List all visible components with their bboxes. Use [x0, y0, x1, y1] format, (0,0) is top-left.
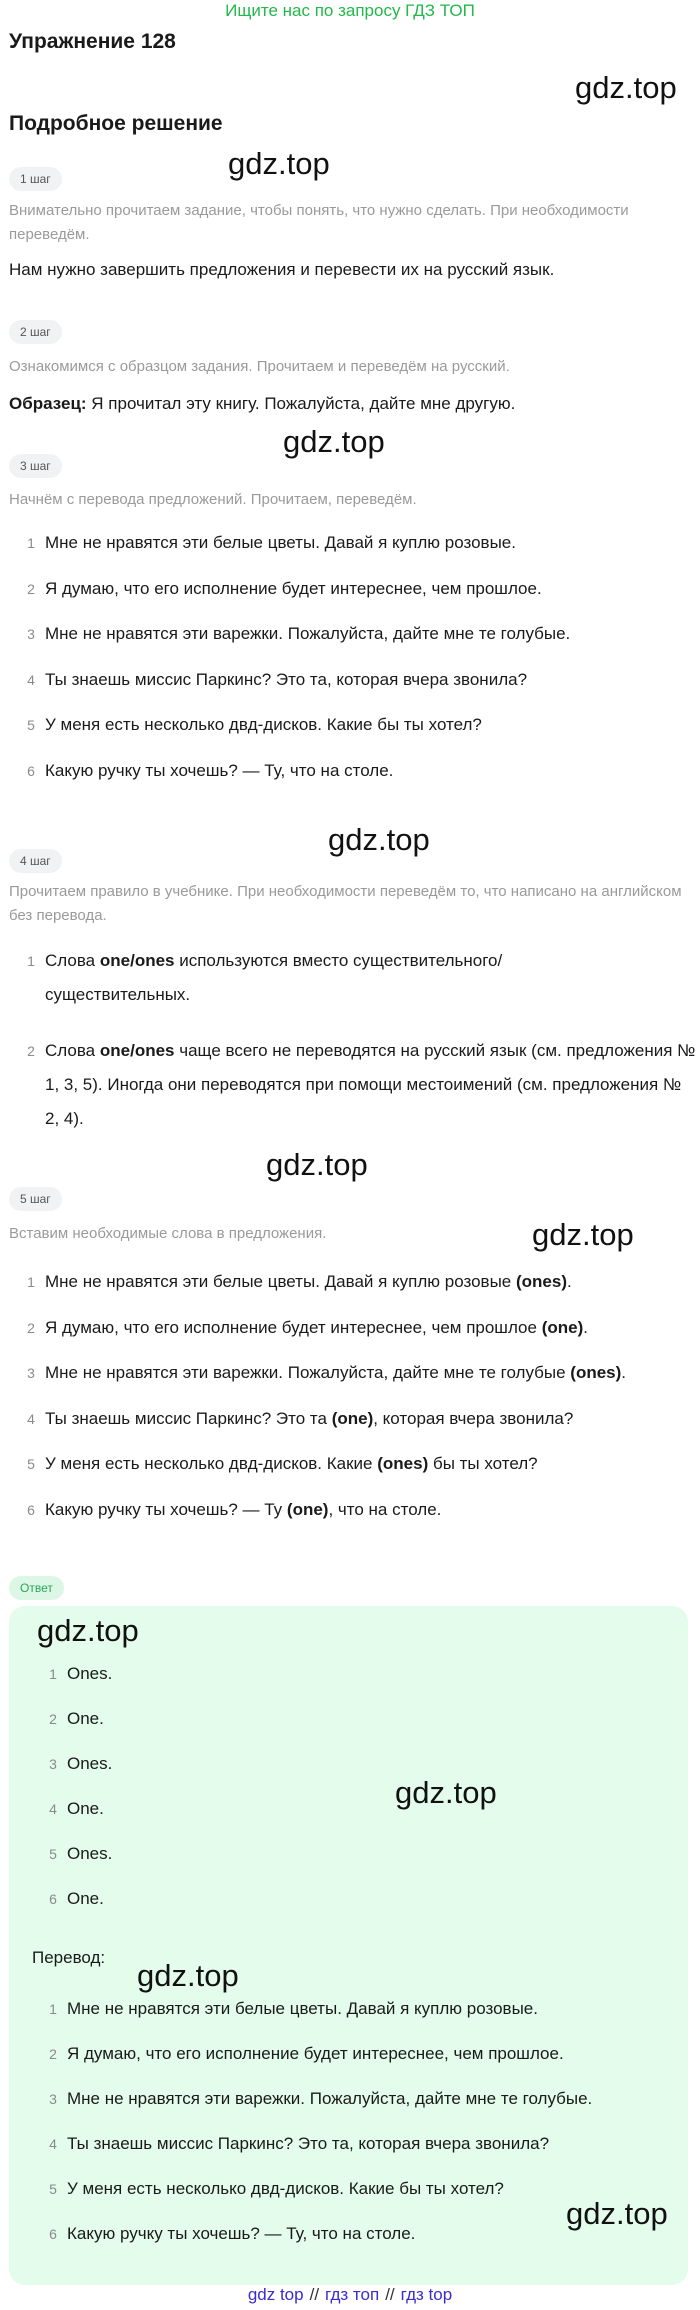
- item-number: 1: [49, 2001, 57, 2017]
- step-text: Нам нужно завершить предложения и перевести их на русский язык.: [9, 260, 555, 279]
- footer-links: [0, 2284, 700, 2306]
- item-number: 3: [27, 1365, 35, 1381]
- item-number: 6: [27, 1502, 35, 1518]
- watermark: gdz.top: [532, 1217, 634, 1252]
- item-text: Я думаю, что его исполнение будет интереснее, чем прошлое.: [45, 579, 542, 598]
- item-number: 1: [49, 1666, 57, 1682]
- item-number: 2: [27, 1320, 35, 1336]
- watermark: gdz.top: [266, 1147, 368, 1182]
- item-text: One.: [67, 1799, 104, 1818]
- footer-separator: //: [309, 2285, 320, 2304]
- item-number: 4: [49, 1801, 57, 1817]
- item-number: 3: [49, 2091, 57, 2107]
- page-title: Упражнение 128: [9, 30, 176, 53]
- watermark: gdz.top: [228, 146, 330, 181]
- item-text: Какую ручку ты хочешь? — Ту, что на столе.: [45, 761, 394, 780]
- step-hint: Начнём с перевода предложений. Прочитаем, переведём.: [9, 491, 417, 508]
- item-text: У меня есть несколько двд-дисков. Какие бы ты хотел?: [67, 2179, 504, 2198]
- item-text: Мне не нравятся эти варежки. Пожалуйста, дайте мне те голубые.: [45, 624, 571, 643]
- sample-line: [9, 392, 689, 416]
- item-text: Ты знаешь миссис Паркинс? Это та, которая вчера звонила?: [67, 2134, 550, 2153]
- step-badge: 1 шаг: [9, 167, 62, 191]
- step-hint: Прочитаем правило в учебнике. При необходимости переведём то, что написано на английском без перевода.: [9, 883, 682, 924]
- footer-link[interactable]: гдз top: [400, 2285, 453, 2304]
- item-number: 4: [49, 2136, 57, 2152]
- watermark: gdz.top: [575, 70, 677, 105]
- item-number: 1: [27, 953, 35, 969]
- search-banner: Ищите нас по запросу ГДЗ ТОП: [225, 1, 475, 20]
- item-number: 6: [27, 763, 35, 779]
- section-title: Подробное решение: [9, 112, 223, 135]
- item-text: У меня есть несколько двд-дисков. Какие (ones) бы ты хотел?: [45, 1454, 538, 1473]
- item-text: Мне не нравятся эти варежки. Пожалуйста, дайте мне те голубые.: [67, 2089, 593, 2108]
- item-text: Слова one/ones чаще всего не переводятся на русский язык (см. предложения № 1, 3, 5). Иногда они переводятся при помощи местоимений (см. предложения № 2, 4).: [45, 1041, 696, 1128]
- item-number: 1: [27, 1274, 35, 1290]
- item-text: Какую ручку ты хочешь? — Ту (one), что на столе.: [45, 1500, 442, 1519]
- watermark: gdz.top: [137, 1958, 239, 1993]
- answer-badge: Ответ: [9, 1576, 64, 1600]
- step-badge: 4 шаг: [9, 849, 62, 873]
- item-number: 5: [27, 1456, 35, 1472]
- item-number: 2: [27, 1043, 35, 1059]
- item-text: Ones.: [67, 1664, 113, 1683]
- sample-label: Образец:: [9, 394, 87, 413]
- item-number: 5: [49, 1846, 57, 1862]
- item-number: 4: [27, 1411, 35, 1427]
- step-hint: Вставим необходимые слова в предложения.: [9, 1225, 327, 1242]
- item-text: Ты знаешь миссис Паркинс? Это та, которая вчера звонила?: [45, 670, 528, 689]
- step-badge: 5 шаг: [9, 1187, 62, 1211]
- footer-separator: //: [385, 2285, 395, 2304]
- item-number: 2: [49, 1711, 57, 1727]
- item-number: 5: [49, 2181, 57, 2197]
- watermark: gdz.top: [37, 1613, 139, 1648]
- step-badge: 2 шаг: [9, 320, 62, 344]
- item-text: Мне не нравятся эти белые цветы. Давай я куплю розовые (ones).: [45, 1272, 572, 1291]
- step-hint: Внимательно прочитаем задание, чтобы понять, что нужно сделать. При необходимости переведём.: [9, 202, 629, 243]
- step-hint: Ознакомимся с образцом задания. Прочитаем и переведём на русский.: [9, 358, 510, 375]
- translation-label: Перевод:: [32, 1948, 106, 1967]
- watermark: gdz.top: [328, 822, 430, 857]
- watermark: gdz.top: [283, 424, 385, 459]
- item-number: 2: [49, 2046, 57, 2062]
- item-text: One.: [67, 1889, 104, 1908]
- item-text: Я думаю, что его исполнение будет интереснее, чем прошлое.: [67, 2044, 564, 2063]
- item-number: 1: [27, 535, 35, 551]
- item-number: 3: [49, 1756, 57, 1772]
- item-number: 6: [49, 1891, 57, 1907]
- item-number: 5: [27, 717, 35, 733]
- watermark: gdz.top: [395, 1775, 497, 1810]
- item-text: Мне не нравятся эти белые цветы. Давай я куплю розовые.: [45, 533, 516, 552]
- footer-link[interactable]: gdz top: [247, 2285, 304, 2304]
- footer-link[interactable]: гдз топ: [325, 2285, 380, 2304]
- item-text: У меня есть несколько двд-дисков. Какие бы ты хотел?: [45, 715, 482, 734]
- item-text: One.: [67, 1709, 104, 1728]
- item-number: 6: [49, 2226, 57, 2242]
- item-text: Ты знаешь миссис Паркинс? Это та (one), которая вчера звонила?: [45, 1409, 574, 1428]
- item-text: Мне не нравятся эти белые цветы. Давай я куплю розовые.: [67, 1999, 538, 2018]
- item-number: 4: [27, 672, 35, 688]
- sample-text: Я прочитал эту книгу. Пожалуйста, дайте мне другую.: [86, 394, 516, 413]
- step-badge: 3 шаг: [9, 454, 62, 478]
- item-text: Я думаю, что его исполнение будет интереснее, чем прошлое (one).: [45, 1318, 588, 1337]
- item-text: Какую ручку ты хочешь? — Ту, что на столе.: [67, 2224, 416, 2243]
- watermark: gdz.top: [566, 2196, 668, 2231]
- item-number: 3: [27, 626, 35, 642]
- item-text: Мне не нравятся эти варежки. Пожалуйста, дайте мне те голубые (ones).: [45, 1363, 627, 1382]
- item-text: Ones.: [67, 1844, 113, 1863]
- item-number: 2: [27, 581, 35, 597]
- item-text: Слова one/ones используются вместо существительного/существительных.: [45, 951, 503, 1004]
- item-text: Ones.: [67, 1754, 113, 1773]
